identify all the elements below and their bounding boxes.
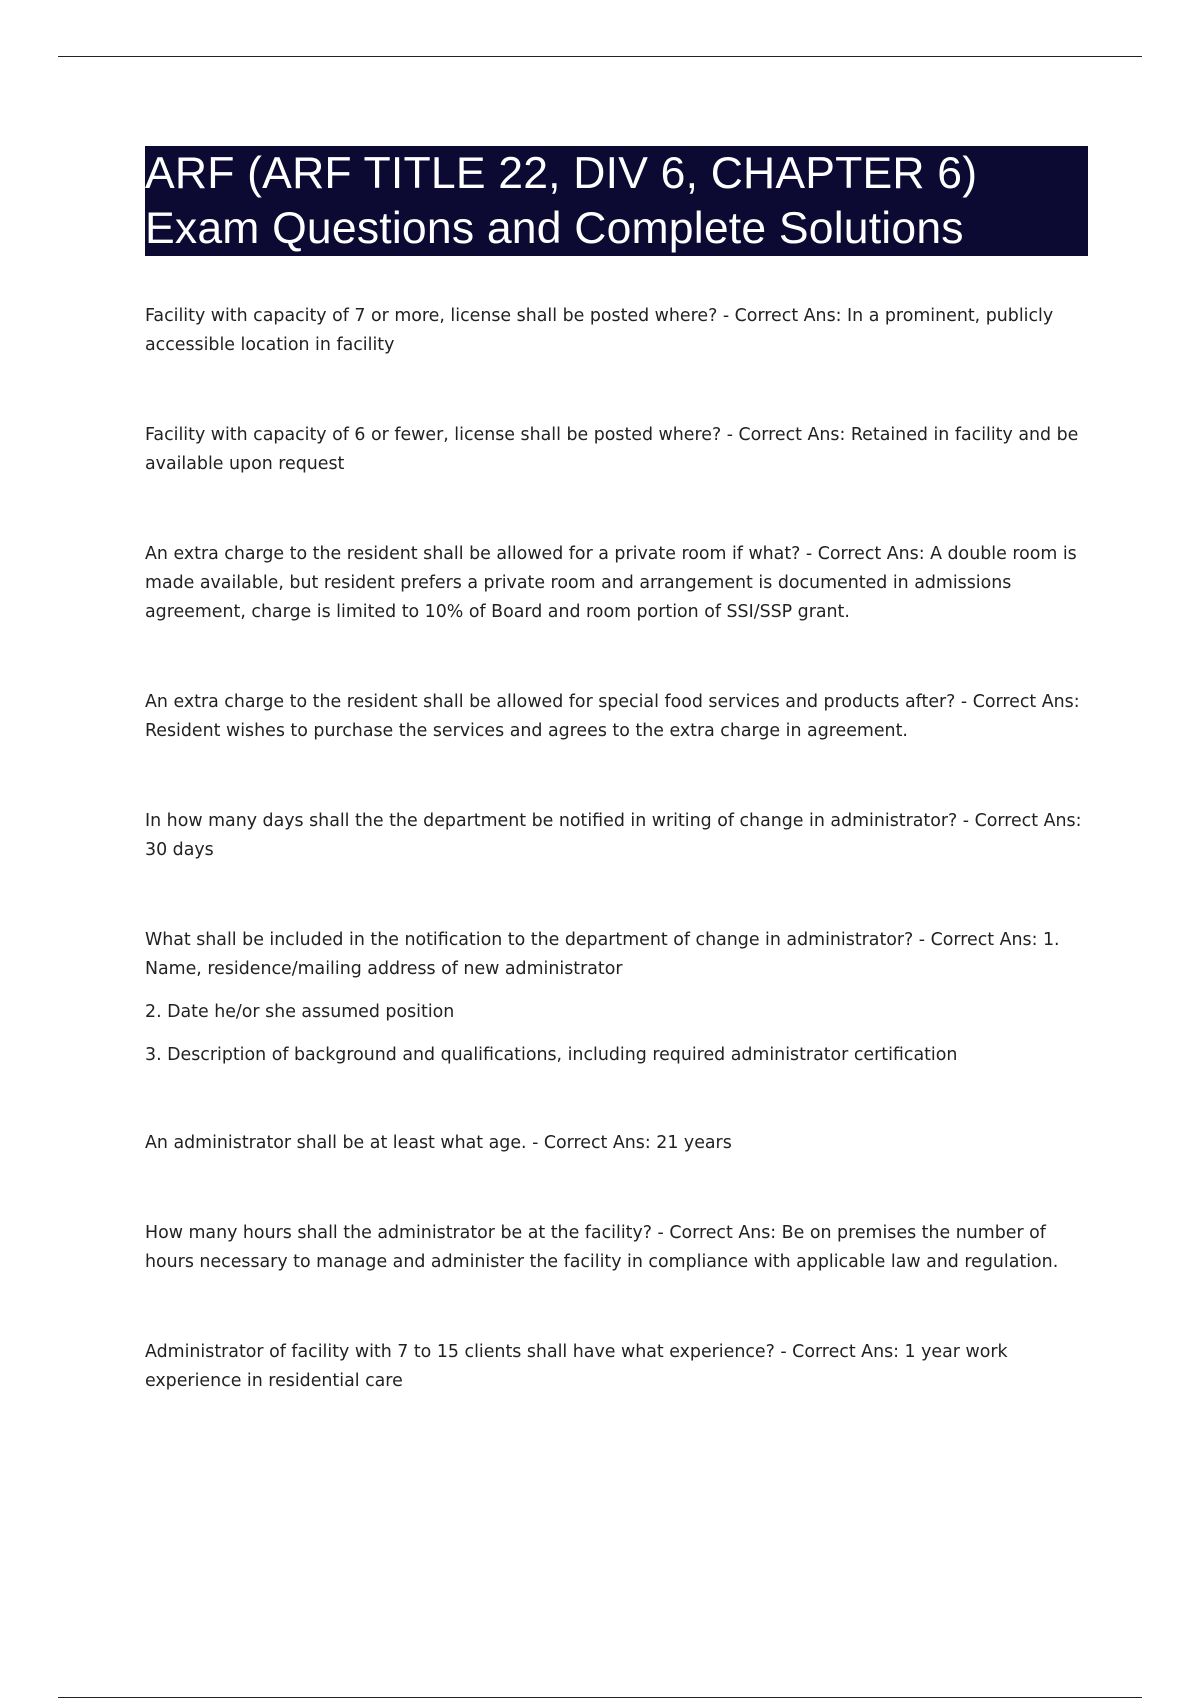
question-item	[145, 1129, 1085, 1158]
top-rule	[58, 56, 1142, 57]
question-item	[145, 1219, 1085, 1277]
question-item	[145, 926, 1085, 1070]
question-text: An administrator shall be at least what age. - Correct Ans: 21 years	[145, 1133, 732, 1153]
question-text: What shall be included in the notification to the department of change in administrator? - Correct Ans: 1. Name, residence/mailing address of new administrator	[145, 930, 1060, 979]
question-item	[145, 302, 1085, 360]
answer-list-item: 2. Date he/or she assumed position	[145, 1002, 455, 1022]
title-line-2: Exam Questions and Complete Solutions	[145, 204, 964, 253]
question-item	[145, 421, 1085, 479]
question-item	[145, 1338, 1085, 1396]
question-list	[145, 302, 1085, 1457]
question-text: An extra charge to the resident shall be allowed for a private room if what? - Correct Ans: A double room is made available, but resident prefers a private room and arrangement is documented in admissions agreement, charge is limited to 10% of Board and room portion of SSI/SSP grant.	[145, 544, 1077, 622]
question-item	[145, 807, 1085, 865]
question-text: Facility with capacity of 6 or fewer, license shall be posted where? - Correct Ans: Retained in facility and be available upon request	[145, 425, 1079, 474]
title-line-1: ARF (ARF TITLE 22, DIV 6, CHAPTER 6)	[145, 149, 978, 198]
question-item	[145, 540, 1085, 627]
question-item	[145, 688, 1085, 746]
answer-list-item: 3. Description of background and qualifications, including required administrator certification	[145, 1045, 958, 1065]
question-text: How many hours shall the administrator be at the facility? - Correct Ans: Be on premises the number of hours necessary to manage and administer the facility in compliance with applicable law and regulation.	[145, 1223, 1059, 1272]
document-title	[145, 146, 1088, 256]
question-text: Administrator of facility with 7 to 15 clients shall have what experience? - Correct Ans: 1 year work experience in residential care	[145, 1342, 1008, 1391]
question-text: In how many days shall the the department be notified in writing of change in administrator? - Correct Ans: 30 days	[145, 811, 1082, 860]
question-text: Facility with capacity of 7 or more, license shall be posted where? - Correct Ans: In a prominent, publicly accessible location in facility	[145, 306, 1054, 355]
question-text: An extra charge to the resident shall be allowed for special food services and products after? - Correct Ans: Resident wishes to purchase the services and agrees to the extra charge in agreement.	[145, 692, 1080, 741]
bottom-rule	[58, 1697, 1142, 1698]
